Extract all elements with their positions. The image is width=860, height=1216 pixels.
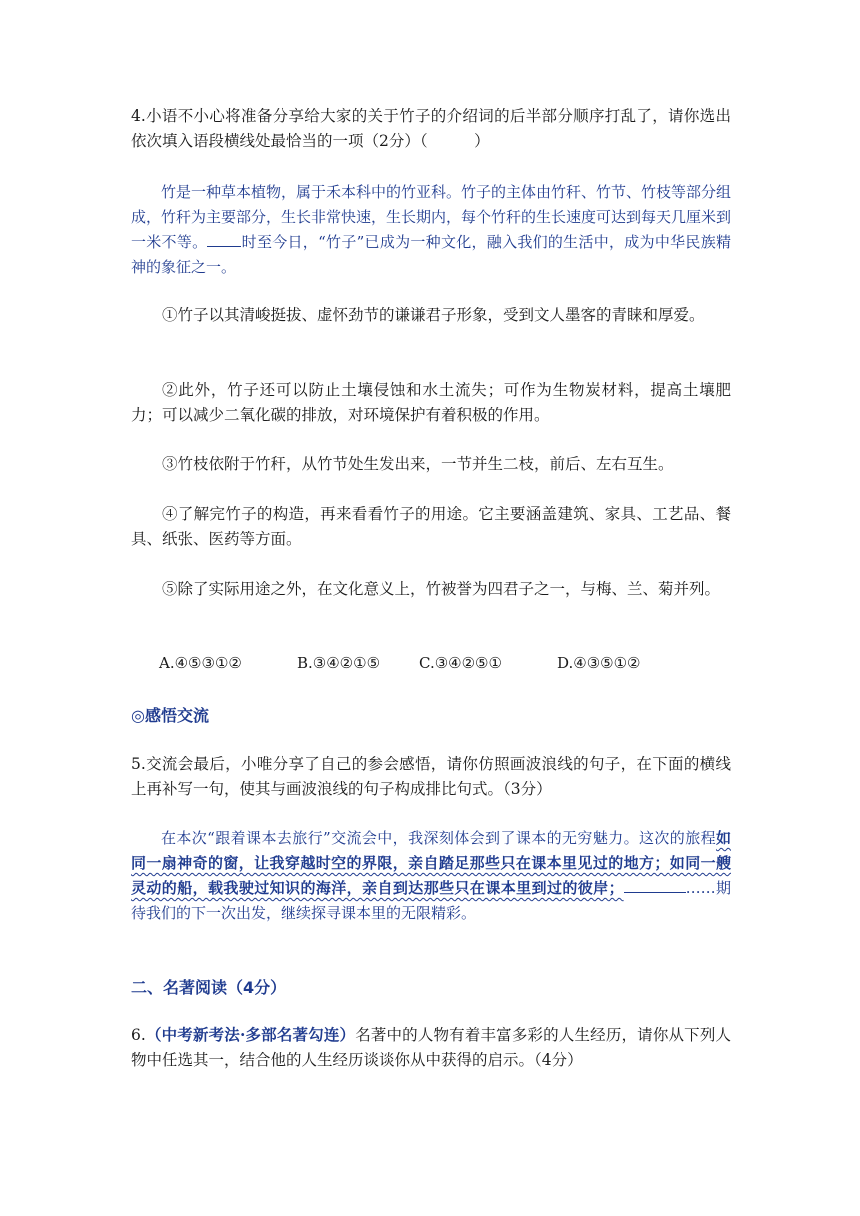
- passage-text: 在本次“跟着课本去旅行”交流会中，我深刻体会到了课本的无穷魅力。这次的旅程: [161, 829, 716, 847]
- section-heading-ganwu: ◎感悟交流: [131, 706, 209, 725]
- choice-d[interactable]: D.④③⑤①②: [557, 654, 641, 672]
- choice-a[interactable]: A.④⑤③①②: [159, 654, 242, 672]
- question-4-passage: [131, 180, 731, 280]
- question-4-stem: 4.小语不小心将准备分享给大家的关于竹子的介绍词的后半部分顺序打乱了，请你选出依次填入语段横线处最恰当的一项（2分）（ ）: [131, 107, 731, 150]
- option-3: ③竹枝依附于竹秆，从竹节处生发出来，一节并生二枝，前后、左右互生。: [162, 455, 674, 473]
- question-tag: （中考新考法·多部名著勾连）: [145, 1025, 356, 1044]
- section-heading-mingzhu: 二、名著阅读（4分）: [131, 978, 287, 997]
- choice-c[interactable]: C.③④②⑤①: [419, 654, 502, 672]
- wavy-sentence: 如同一艘灵动的船，载我驶过知识的海洋，亲自到达那些只在课本里到过的彼岸；: [131, 854, 731, 897]
- option-5: ⑤除了实际用途之外，在文化意义上，竹被誉为四君子之一，与梅、兰、菊并列。: [162, 580, 721, 598]
- question-5-passage: [131, 826, 731, 926]
- passage-text: ……期待我们的下一次出发，继续探寻课本里的无限精彩。: [131, 879, 731, 922]
- wavy-sentence: 如同一扇神奇的窗，让我穿越时空的界限，亲自踏足那些只在课本里见过的地方；: [131, 829, 731, 872]
- answer-choices: [131, 651, 759, 676]
- choice-b[interactable]: B.③④②①⑤: [297, 654, 381, 672]
- passage-text: 时至今日，“竹子”已成为一种文化，融入我们的生活中，成为中华民族精神的象征之一。: [131, 233, 731, 276]
- question-6-stem: [131, 1022, 731, 1073]
- option-4: ④了解完竹子的构造，再来看看竹子的用途。它主要涵盖建筑、家具、工艺品、餐具、纸张、医药等方面。: [131, 505, 731, 548]
- option-1: ①竹子以其清峻挺拔、虚怀劲节的谦谦君子形象，受到文人墨客的青睐和厚爱。: [162, 306, 705, 324]
- fill-blank: [207, 231, 241, 247]
- option-2: ②此外，竹子还可以防止土壤侵蚀和水土流失；可作为生物炭材料，提高土壤肥力；可以减少二氧化碳的排放，对环境保护有着积极的作用。: [131, 381, 731, 424]
- question-5-stem: 5.交流会最后，小唯分享了自己的参会感悟，请你仿照画波浪线的句子，在下面的横线上再补写一句，使其与画波浪线的句子构成排比句式。（3分）: [131, 755, 731, 798]
- answer-blank[interactable]: [624, 877, 686, 893]
- passage-text: 竹是一种草本植物，属于禾本科中的竹亚科。竹子的主体由竹秆、竹节、竹枝等部分组成，竹秆为主要部分，生长非常快速，生长期内，每个竹秆的生长速度可达到每天几厘米到一米不等。: [131, 183, 732, 251]
- question-text: 名著中的人物有着丰富多彩的人生经历，请你从下列人物中任选其一，结合他的人生经历谈谈你从中获得的启示。（4分）: [131, 1026, 731, 1069]
- question-number: 6.: [131, 1026, 146, 1044]
